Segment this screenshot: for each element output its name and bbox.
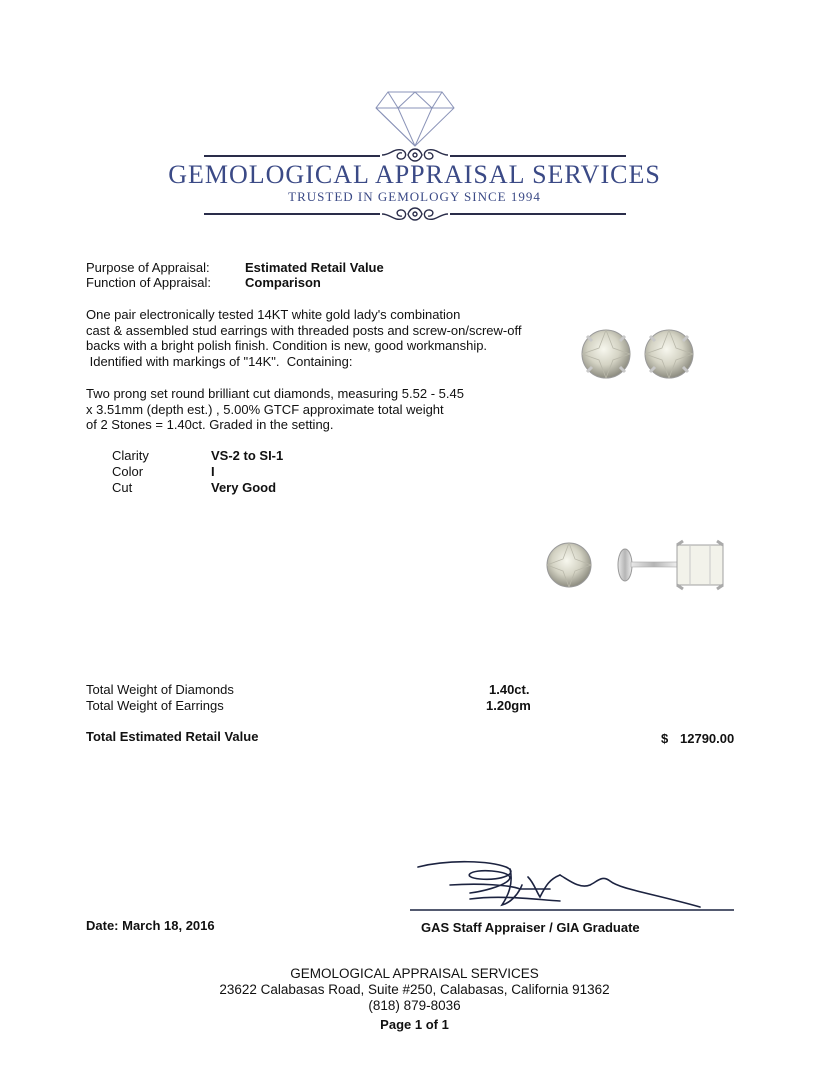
grading-label-color: Color	[112, 464, 144, 479]
appraiser-signature	[410, 855, 740, 917]
description-line: backs with a bright polish finish. Condition is new, good workmanship.	[86, 338, 488, 353]
stones-line: x 3.51mm (depth est.) , 5.00% GTCF approximate total weight	[86, 401, 444, 417]
grading-value-color: I	[211, 464, 215, 479]
total-earrings-label: Total Weight of Earrings	[86, 698, 224, 713]
header-rule-bottom-left	[204, 213, 380, 215]
function-label: Function of Appraisal:	[86, 275, 212, 290]
grading-value-clarity: VS-2 to SI-1	[211, 448, 284, 463]
total-diamonds-value: 1.40ct.	[489, 682, 530, 697]
purpose-label: Purpose of Appraisal:	[86, 260, 210, 275]
total-diamonds-label: Total Weight of Diamonds	[86, 682, 234, 697]
earrings-front-photo	[575, 322, 700, 386]
stones-description	[86, 386, 556, 433]
ornamental-swirl-icon	[380, 203, 450, 225]
description-line: cast & assembled stud earrings with threaded posts and screw-on/screw-off	[86, 322, 522, 338]
description-line: One pair electronically tested 14KT white gold lady's combination	[86, 307, 461, 322]
grading-value-cut: Very Good	[211, 480, 277, 495]
description-line: Identified with markings of "14K". Containing:	[86, 353, 353, 369]
stones-line: of 2 Stones = 1.40ct. Graded in the setting.	[86, 417, 334, 432]
signer-title: GAS Staff Appraiser / GIA Graduate	[421, 920, 640, 935]
stones-line: Two prong set round brilliant cut diamonds, measuring 5.52 - 5.45	[86, 386, 464, 401]
total-earrings-value: 1.20gm	[486, 698, 531, 713]
footer-address: 23622 Calabasas Road, Suite #250, Calabasas, California 91362	[219, 982, 610, 997]
earrings-side-photo	[545, 535, 730, 595]
grading-label-cut: Cut	[112, 480, 133, 495]
grading-label-clarity: Clarity	[112, 448, 149, 463]
retail-value: 12790.00	[680, 731, 735, 746]
header-rule-bottom-right	[450, 213, 626, 215]
retail-value-label: Total Estimated Retail Value	[86, 729, 259, 744]
company-tagline: TRUSTED IN GEMOLOGY SINCE 1994	[288, 189, 541, 204]
diamond-outline-icon	[374, 90, 456, 148]
company-name: GEMOLOGICAL APPRAISAL SERVICES	[168, 160, 661, 189]
footer-phone: (818) 879-8036	[368, 998, 461, 1013]
footer-company: GEMOLOGICAL APPRAISAL SERVICES	[290, 966, 539, 981]
appraisal-date: Date: March 18, 2016	[86, 918, 215, 933]
header-rule-top-right	[450, 155, 626, 157]
page-number: Page 1 of 1	[380, 1017, 449, 1032]
item-description	[86, 307, 556, 369]
header-rule-top-left	[204, 155, 380, 157]
retail-currency: $	[661, 731, 669, 746]
function-value: Comparison	[245, 275, 321, 290]
purpose-value: Estimated Retail Value	[245, 260, 384, 275]
